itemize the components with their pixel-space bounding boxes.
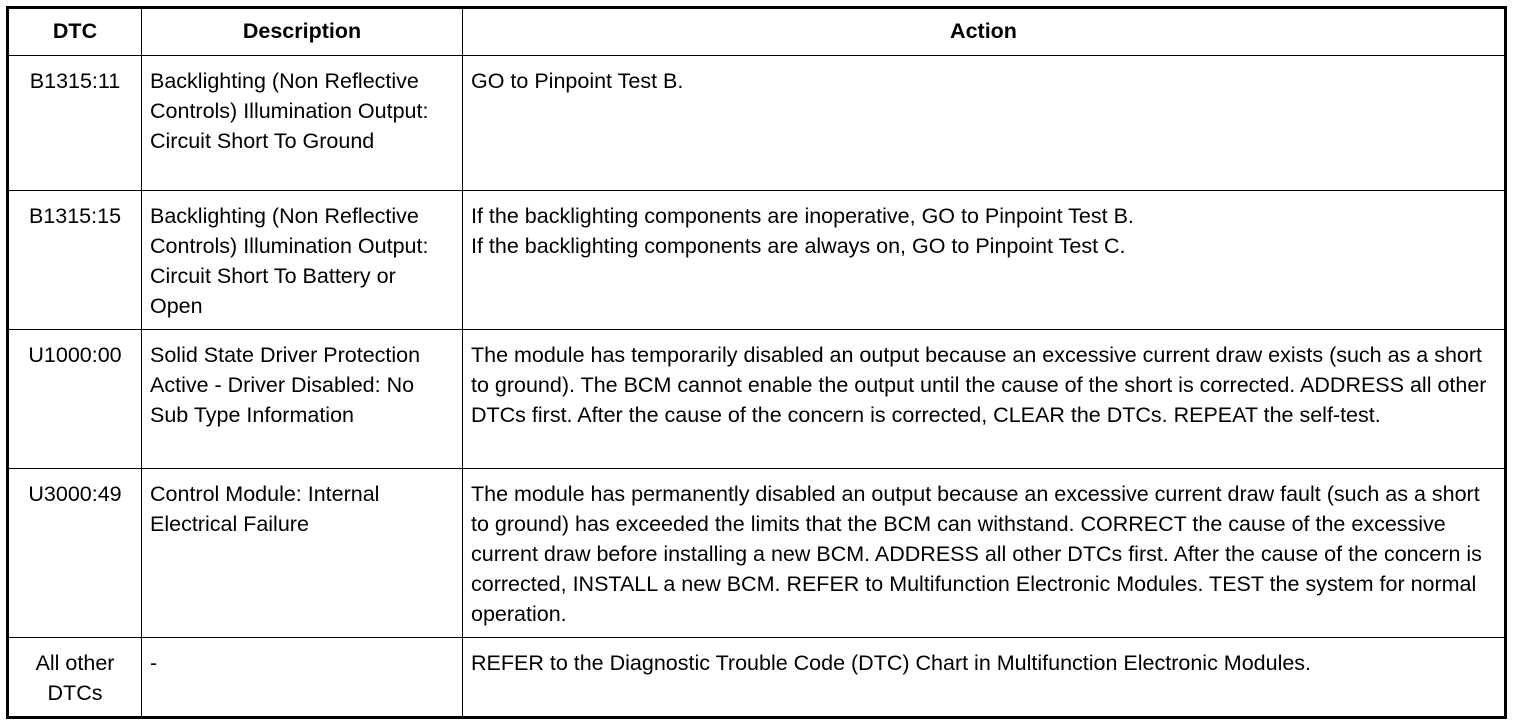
header-action: Action [463,8,1506,56]
table-row [8,56,1506,191]
dtc-description: Control Module: Internal Electrical Failure [142,469,463,638]
table-row [8,469,1506,638]
dtc-description: Solid State Driver Protection Active - Driver Disabled: No Sub Type Information [142,330,463,469]
action-line: If the backlighting components are inoperative, GO to Pinpoint Test B. [471,204,1134,228]
action-line: REFER to the Diagnostic Trouble Code (DTC) Chart in Multifunction Electronic Modules. [471,651,1312,675]
action-line: The module has permanently disabled an output because an excessive current draw fault (such as a short to ground) has exceeded the limits that the BCM can withstand. CORRECT the cause of the excessive current draw before installing a new BCM. ADDRESS all other DTCs first. After the cause of the concern is corrected, INSTALL a new BCM. REFER to Multifunction Electronic Modules. TEST the system for normal operation. [471,482,1482,626]
dtc-code: B1315:11 [8,56,142,191]
dtc-action [463,330,1506,469]
dtc-action [463,56,1506,191]
header-description: Description [142,8,463,56]
dtc-description: - [142,638,463,718]
dtc-action [463,191,1506,330]
dtc-description: Backlighting (Non Reflective Controls) Illumination Output: Circuit Short To Ground [142,56,463,191]
dtc-description: Backlighting (Non Reflective Controls) Illumination Output: Circuit Short To Battery or Open [142,191,463,330]
action-line: The module has temporarily disabled an output because an excessive current draw exists (such as a short to ground). The BCM cannot enable the output until the cause of the short is corrected. ADDRESS all other DTCs first. After the cause of the concern is corrected, CLEAR the DTCs. REPEAT the self-test. [471,343,1487,427]
dtc-code: U1000:00 [8,330,142,469]
table-row [8,191,1506,330]
table-row [8,638,1506,718]
dtc-code: B1315:15 [8,191,142,330]
action-line: If the backlighting components are always on, GO to Pinpoint Test C. [471,234,1126,258]
table-row [8,330,1506,469]
action-line: GO to Pinpoint Test B. [471,69,684,93]
table-header-row [8,8,1506,56]
header-dtc: DTC [8,8,142,56]
dtc-table [6,6,1507,719]
dtc-action [463,638,1506,718]
dtc-code: All other DTCs [8,638,142,718]
dtc-code: U3000:49 [8,469,142,638]
dtc-action [463,469,1506,638]
